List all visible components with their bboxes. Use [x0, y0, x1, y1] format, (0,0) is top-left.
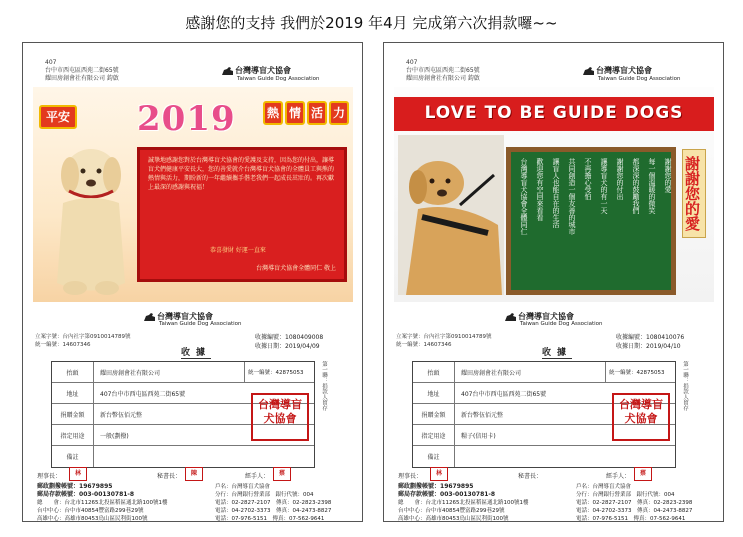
table-row: [52, 446, 314, 467]
address-line: 台中市西屯區西苑二街65號: [45, 67, 119, 74]
official-stamp: 台灣導盲犬協會: [612, 393, 670, 441]
receipt-date: 2019/04/09: [285, 343, 320, 350]
recipient-line: 耀田房創會社有限公司 鈞啟: [45, 75, 119, 82]
guide-dog-icon: [143, 311, 157, 323]
receipt-copy-note: 第一聯：捐款人留存: [321, 361, 327, 411]
amount-value: 新台幣伍佰元整: [461, 411, 504, 419]
envelope-address: [406, 59, 480, 83]
guide-dog-icon: [504, 311, 518, 323]
greeting-wish: 恭喜發財 好運一直來: [210, 247, 266, 254]
postal-account-label: 郵政劃撥帳號：: [37, 483, 80, 490]
table-row: [413, 362, 675, 383]
chalk-line: 歡迎您有空回來看看: [536, 158, 544, 221]
receipt-no: 1080410076: [646, 334, 685, 341]
chairman-label: 理事長：: [398, 473, 423, 480]
chalk-line: 台灣導盲犬協會全體同仁: [520, 158, 528, 235]
account-name: 戶名：台灣導盲犬協會: [215, 484, 271, 490]
bank-account: 003-00130781-8: [440, 491, 496, 498]
greeting-signature: 台灣導盲犬協會全體同仁 敬上: [256, 265, 336, 272]
note-value: [94, 446, 314, 467]
org-tax-id: 統一編號：14607346: [35, 342, 91, 348]
receipt: [33, 311, 353, 522]
guide-dog-icon: [221, 65, 235, 77]
greeting-panel: [137, 147, 347, 282]
chalkboard-message: [506, 147, 676, 295]
registration-no: 立案字號：台內社字第0910014789號: [35, 334, 131, 340]
card-year: 2019: [137, 99, 236, 139]
amount-value: 新台幣伍佰元整: [100, 411, 143, 419]
amount-label: 捐贈金額: [52, 404, 94, 424]
account-name: 戶名：台灣導盲犬協會: [576, 484, 632, 490]
org-name-en: Taiwan Guide Dog Association: [520, 321, 603, 327]
phone-line: 電話：07-976-5151 傳真：07-562-9641: [215, 516, 325, 522]
payer-label: 抬頭: [52, 362, 94, 382]
hq-address: 總 會：台北市11265北投區稻區通北路100號1樓: [398, 500, 529, 506]
donation-document-right: [383, 42, 724, 522]
taichung-address: 台中中心：台中市40854豐富路299巷29號: [398, 508, 505, 514]
address-value: 407台中市西屯區西苑二街65號: [461, 390, 547, 398]
hq-address: 總 會：台北市11265北投區稻區通北路100號1樓: [37, 500, 168, 506]
receipt-date-label: 收據日期：: [616, 343, 647, 350]
handler-label: 經手人：: [606, 473, 631, 480]
bank-branch: 分行：台灣銀行營業部 銀行代號：004: [215, 492, 314, 498]
receipt-no-label: 收據編號：: [255, 334, 286, 341]
receipt-meta: [255, 333, 323, 351]
org-name-zh: 台灣導盲犬協會: [596, 66, 652, 75]
org-name-zh: 台灣導盲犬協會: [157, 312, 213, 321]
payer-tax-id: 統一編號：42875053: [244, 362, 314, 382]
chalk-line: 每一個溫暖的微笑: [648, 158, 656, 214]
note-label: 備註: [52, 446, 94, 467]
purpose-label: 指定用途: [413, 425, 455, 445]
note-label: 備註: [413, 446, 455, 467]
chairman-stamp: 林: [69, 467, 87, 481]
purpose-value: 一般(劃撥): [100, 432, 129, 440]
phone-line: 電話：04-2702-3373 傳真：04-2473-8827: [576, 508, 693, 514]
kaohsiung-address: 高雄中心：高雄市80453鳥山區民利街100號: [37, 516, 148, 522]
phone-line: 電話：04-2702-3373 傳真：04-2473-8827: [215, 508, 332, 514]
taichung-address: 台中中心：台中市40854豐富路299巷29號: [37, 508, 144, 514]
secretary-label: 秘書長：: [157, 473, 182, 480]
donation-document-left: [22, 42, 363, 522]
secretary-label: 秘書長：: [518, 473, 543, 480]
card-banner: [394, 97, 714, 131]
bank-branch: 分行：台灣銀行營業部 銀行代號：004: [576, 492, 675, 498]
payer-value: 耀田房創會社有限公司: [100, 369, 161, 377]
receipt-title: 收據: [181, 345, 211, 359]
org-name-zh: 台灣導盲犬協會: [518, 312, 574, 321]
recipient-line: 耀田房創會社有限公司 鈞啟: [406, 75, 480, 82]
handler-stamp: 蔡: [273, 467, 291, 481]
amount-label: 捐贈金額: [413, 404, 455, 424]
org-name-en: Taiwan Guide Dog Association: [598, 76, 681, 82]
receipt-registration: [35, 333, 131, 349]
postal-account: 19679895: [440, 483, 474, 490]
purpose-label: 指定用途: [52, 425, 94, 445]
address-line: 台中市西屯區西苑二街65號: [406, 67, 480, 74]
thanks-side-text: 謝謝您的愛: [682, 149, 706, 238]
chalk-line: 共同創造一個友善的城市: [568, 158, 576, 235]
lantern-char: 力: [329, 101, 349, 125]
note-value: [455, 446, 675, 467]
chalk-line: 讓盲人也能自在的生活: [552, 158, 560, 228]
payer-value: 耀田房創會社有限公司: [461, 369, 522, 377]
secretary-stamp: 陳: [185, 467, 203, 481]
handler-stamp: 蔡: [634, 467, 652, 481]
chalk-line: 都深深的鼓勵我們: [632, 158, 640, 214]
receipt-registration: [396, 333, 492, 349]
table-row: [52, 362, 314, 383]
receipt-copy-note: 第一聯：捐款人留存: [682, 361, 688, 411]
receipt-date-label: 收據日期：: [255, 343, 286, 350]
guide-dog-image: [398, 135, 504, 295]
registration-no: 立案字號：台內社字第0910014789號: [396, 334, 492, 340]
org-name-en: Taiwan Guide Dog Association: [159, 321, 242, 327]
bank-account: 003-00130781-8: [79, 491, 135, 498]
lantern-char: 活: [307, 101, 327, 125]
receipt-title: 收據: [542, 345, 572, 359]
envelope-address: [45, 59, 119, 83]
address-label: 地址: [413, 383, 455, 403]
address-label: 地址: [52, 383, 94, 403]
postal-account: 19679895: [79, 483, 113, 490]
handler-label: 經手人：: [245, 473, 270, 480]
chairman-label: 理事長：: [37, 473, 62, 480]
org-name-zh: 台灣導盲犬協會: [235, 66, 291, 75]
chalk-line: 謝謝您的付出: [616, 158, 624, 200]
phone-line: 電話：02-2827-2107 傳真：02-2823-2398: [576, 500, 693, 506]
bank-account-label: 郵局存款帳號：: [37, 491, 80, 498]
purpose-value: 糧子(信用卡): [461, 432, 496, 440]
kaohsiung-address: 高雄中心：高雄市80453鳥山區民利街100號: [398, 516, 509, 522]
receipt-no: 1080409008: [285, 334, 324, 341]
receipt-no-label: 收據編號：: [616, 334, 647, 341]
payer-tax-id: 統一編號：42875053: [605, 362, 675, 382]
guide-dog-icon: [582, 65, 596, 77]
chairman-stamp: 林: [430, 467, 448, 481]
official-stamp: 台灣導盲犬協會: [251, 393, 309, 441]
receipt-date: 2019/04/10: [646, 343, 681, 350]
new-year-card: [33, 87, 353, 302]
address-value: 407台中市西屯區西苑二街65號: [100, 390, 186, 398]
bank-account-label: 郵局存款帳號：: [398, 491, 441, 498]
chalk-line: 謝謝您的愛: [664, 158, 672, 193]
page-headline: 感謝您的支持 我們於2019 年4月 完成第六次捐款囉~~: [185, 14, 558, 32]
lantern-char: 情: [285, 101, 305, 125]
banner-text: LOVE TO BE GUIDE DOGS: [424, 103, 684, 123]
receipt-meta: [616, 333, 684, 351]
puppy-image: [45, 133, 137, 298]
greeting-message: 誠摯地感謝您對於台灣導盲犬協會的愛護及支持，因為您的付出，讓導盲犬們健康平安長大，您的善愛就介台灣導盲犬協會的全體員工與熊的熱情與活力，期盼新的一年繼續攜手偕老我們一起成長茁壯的。再次獻上最深的感謝與祝福！: [148, 157, 335, 191]
table-row: [413, 446, 675, 467]
phone-line: 電話：07-976-5151 傳真：07-562-9641: [576, 516, 686, 522]
guide-dog-card: [394, 87, 714, 302]
payer-label: 抬頭: [413, 362, 455, 382]
zip-code: 407: [45, 59, 57, 66]
org-name-en: Taiwan Guide Dog Association: [237, 76, 320, 82]
phone-line: 電話：02-2827-2107 傳真：02-2823-2398: [215, 500, 332, 506]
chalk-line: 不再擔心受怕: [584, 158, 592, 200]
zip-code: 407: [406, 59, 418, 66]
org-tax-id: 統一編號：14607346: [396, 342, 452, 348]
chalk-line: 讓導盲犬的有一天: [600, 158, 608, 214]
lantern-char: 熱: [263, 101, 283, 125]
receipt: [394, 311, 714, 522]
lantern-ping-an: 平安: [39, 105, 77, 129]
postal-account-label: 郵政劃撥帳號：: [398, 483, 441, 490]
